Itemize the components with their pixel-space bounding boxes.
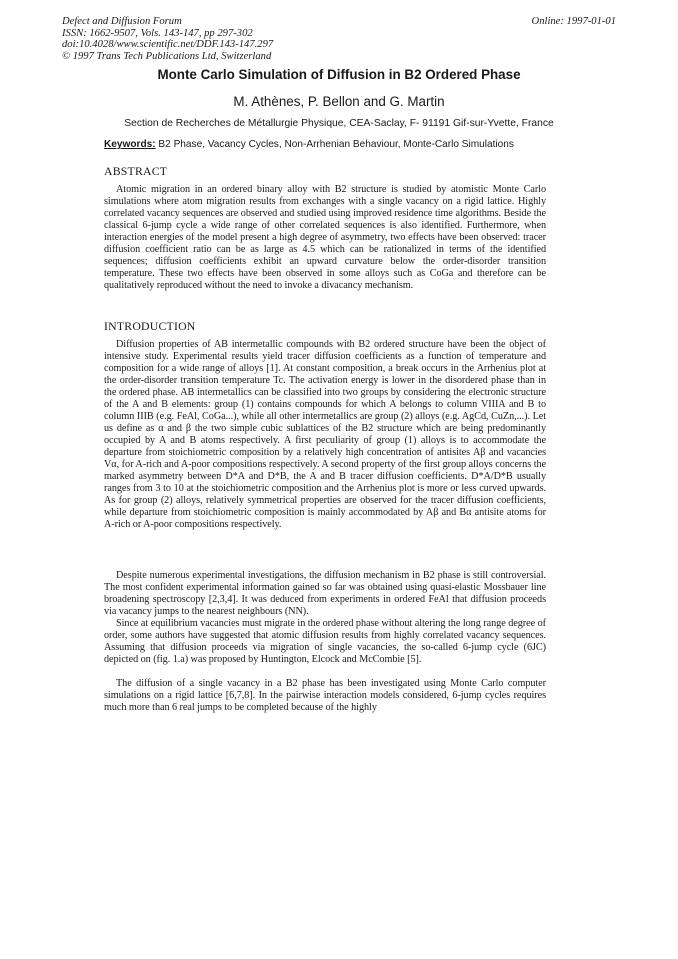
paper-affiliation: Section de Recherches de Métallurgie Physique, CEA-Saclay, F- 91191 Gif-sur-Yvette, France: [124, 118, 554, 129]
abstract-text: Atomic migration in an ordered binary alloy with B2 structure is studied by atomistic Monte Carlo simulations where atom migration results from exchanges with a single vacancy on a rigid lattice. Highly correlated vacancy sequences are observed and studied using improved residence time algorithms. Beside the classical 6-jump cycle a wide range of other correlated sequences is also identified. Furthermore, when interaction energies of the model present a high degree of asymmetry, two effects have been observed: tracer diffusion coefficient ratio can be as large as 4.5 which can be rationalized in terms of the identified sequences; diffusion coefficients exhibit an upward curvature below the order-disorder transition temperature. These two effects have been observed in some alloys such as CoGa and therefore can be qualitatively reproduced without the need to invoke a divacancy mechanism.: [104, 184, 546, 291]
intro-paragraph-3: Since at equilibrium vacancies must migrate in the ordered phase without altering the long range degree of order, some authors have suggested that atomic diffusion results from highly correlated vacancy sequences. Assuming that diffusion proceeds via migration of single vacancies, the so-called 6-jump cycle (6JC) depicted on (fig. 1.a) was proposed by Huntington, Elcock and McCombie [5].: [104, 618, 546, 665]
abstract-heading: ABSTRACT: [104, 164, 168, 178]
keywords-label: Keywords:: [104, 139, 156, 150]
keywords-text: B2 Phase, Vacancy Cycles, Non-Arrhenian Behaviour, Monte-Carlo Simulations: [158, 139, 514, 150]
issn-line: ISSN: 1662-9507, Vols. 143-147, pp 297-302: [62, 27, 253, 39]
journal-name: Defect and Diffusion Forum: [62, 16, 182, 27]
online-date: Online: 1997-01-01: [531, 16, 616, 27]
keywords-line: [104, 139, 514, 150]
paper-title: Monte Carlo Simulation of Diffusion in B2 Ordered Phase: [157, 67, 521, 82]
intro-paragraph-2: Despite numerous experimental investigations, the diffusion mechanism in B2 phase is still controversial. The most confident experimental information gained so far was obtained using quasi-elastic Mossbauer line broadening spectroscopy [2,3,4]. It was deduced from experiments in ordered FeAl that diffusion proceeds via vacancy jumps to the nearest neighbours (NN).: [104, 570, 546, 617]
paper-authors: M. Athènes, P. Bellon and G. Martin: [233, 94, 445, 109]
doi-line: doi:10.4028/www.scientific.net/DDF.143-147.297: [62, 39, 274, 50]
intro-paragraph-4: The diffusion of a single vacancy in a B2 phase has been investigated using Monte Carlo computer simulations on a rigid lattice [6,7,8]. In the pairwise interaction models considered, 6-jump cycles requires much more than 6 real jumps to be completed because of the highly: [104, 678, 546, 713]
copyright-line: © 1997 Trans Tech Publications Ltd, Switzerland: [62, 50, 272, 62]
intro-paragraph-1: Diffusion properties of AB intermetallic compounds with B2 ordered structure have been the object of intensive study. Experimental results yield tracer diffusion coefficients as a function of temperature and composition for a wide range of alloys [1]. At constant composition, a break occurs in the Arrhenius plot at the order-disorder transition temperature Tc. The activation energy is lower in the disordered phase than in the ordered phase. AB intermetallics can be classified into two groups by considering the electronic structure of the A and B elements: group (1) contains compounds for which A belongs to column VIIIA and B to column IIIB (e.g. FeAl, CoGa...), while all other intermetallics are group (2) alloys (e.g. AgCd, CuZn,...). Let us define as α and β the two simple cubic sublattices of the B2 structure which are being predominantly occupied by A and B atoms respectively. A first peculiarity of group (1) alloys is to accommodate the departure from stoichiometric composition by a relatively high concentration of antisites Aβ and vacancies Vα, for A-rich and A-poor compositions respectively. A second property of the first group alloys concerns the marked asymmetry between D*A and D*B, the A and B tracer diffusion coefficients. D*A/D*B usually ranges from 3 to 10 at the stoichiometric composition and the Arrhenius plot is more or less curved upwards. As for group (2) alloys, relatively symmetrical properties are observed for the tracer diffusion coefficients, while departure from stoichiometric composition is mainly accommodated by Aβ and Bα antisite atoms for A-rich or A-poor compositions respectively.: [104, 339, 546, 530]
introduction-heading: INTRODUCTION: [104, 319, 196, 333]
journal-header: [62, 16, 616, 62]
